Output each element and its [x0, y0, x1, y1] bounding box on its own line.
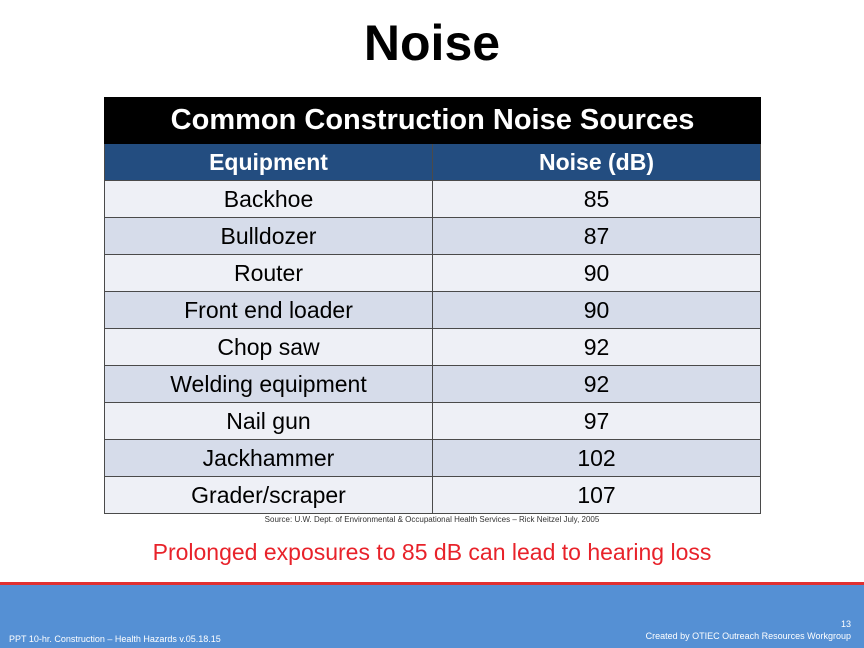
table-row [105, 218, 761, 255]
footer-course-label: PPT 10-hr. Construction – Health Hazards v.05.18.15 [9, 634, 221, 644]
equipment-cell: Grader/scraper [105, 477, 433, 514]
table-row [105, 477, 761, 514]
slide-footer [0, 585, 864, 648]
equipment-cell: Backhoe [105, 181, 433, 218]
equipment-cell: Nail gun [105, 403, 433, 440]
table-caption: Common Construction Noise Sources [105, 98, 761, 144]
slide-title: Noise [363, 15, 501, 71]
noise-cell: 102 [433, 440, 761, 477]
table-row [105, 403, 761, 440]
equipment-cell: Chop saw [105, 329, 433, 366]
equipment-cell: Front end loader [105, 292, 433, 329]
noise-cell: 107 [433, 477, 761, 514]
table-caption-row [105, 98, 761, 144]
page-number: 13 [840, 619, 851, 629]
column-header-noise: Noise (dB) [433, 144, 761, 181]
table-row [105, 292, 761, 329]
table-row [105, 181, 761, 218]
noise-cell: 85 [433, 181, 761, 218]
hearing-loss-warning: Prolonged exposures to 85 dB can lead to hearing loss [152, 539, 712, 565]
equipment-cell: Welding equipment [105, 366, 433, 403]
table-row [105, 366, 761, 403]
table-header-row [105, 144, 761, 181]
table-row [105, 255, 761, 292]
table-row [105, 440, 761, 477]
noise-cell: 97 [433, 403, 761, 440]
equipment-cell: Jackhammer [105, 440, 433, 477]
source-citation: Source: U.W. Dept. of Environmental & Occupational Health Services – Rick Neitzel July, 2005 [264, 515, 600, 524]
table-row [105, 329, 761, 366]
noise-cell: 90 [433, 292, 761, 329]
footer-credit: Created by OTIEC Outreach Resources Workgroup [645, 631, 851, 641]
equipment-cell: Router [105, 255, 433, 292]
column-header-equipment: Equipment [105, 144, 433, 181]
noise-cell: 90 [433, 255, 761, 292]
noise-cell: 92 [433, 366, 761, 403]
noise-cell: 87 [433, 218, 761, 255]
noise-cell: 92 [433, 329, 761, 366]
equipment-cell: Bulldozer [105, 218, 433, 255]
noise-sources-table [104, 97, 761, 514]
